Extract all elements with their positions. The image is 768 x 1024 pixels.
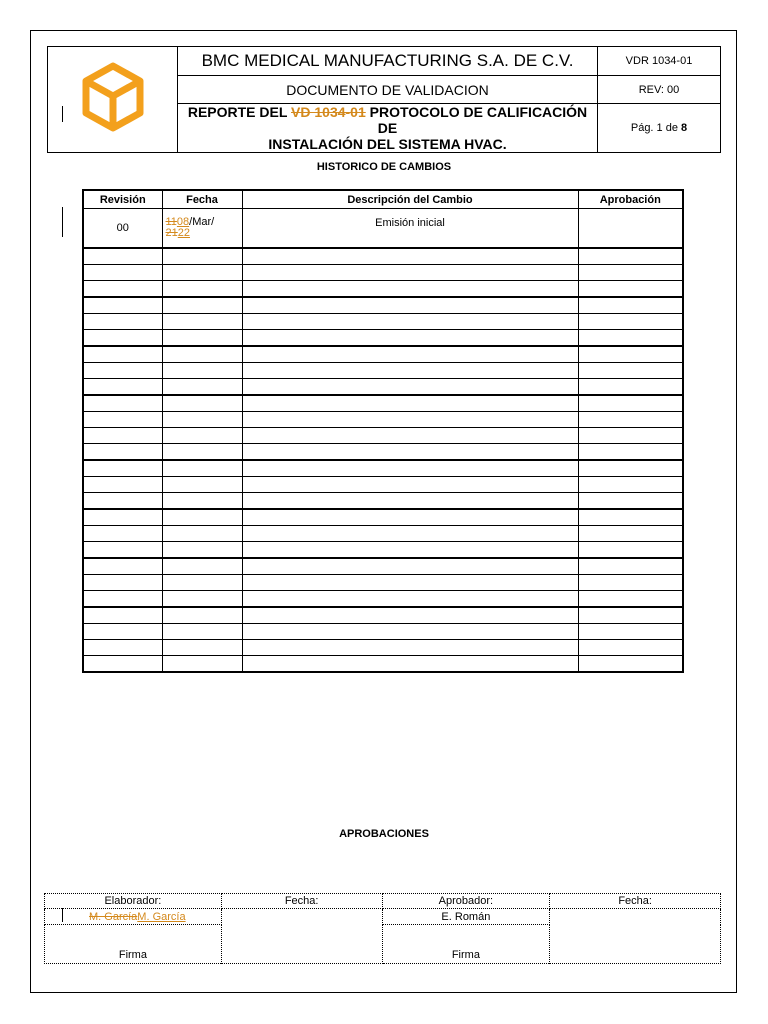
date-deleted-day: 11 xyxy=(165,216,177,228)
empty-cell xyxy=(578,444,683,461)
empty-cell xyxy=(83,379,162,396)
empty-cell xyxy=(83,656,162,673)
empty-cell xyxy=(578,542,683,559)
empty-cell xyxy=(83,477,162,493)
empty-cell xyxy=(242,640,578,656)
date-inserted-year: 22 xyxy=(177,227,190,239)
elaborador-label: Elaborador: xyxy=(45,894,222,909)
empty-cell xyxy=(162,460,242,477)
description-cell: Emisión inicial xyxy=(242,209,578,249)
empty-cell xyxy=(83,575,162,591)
table-row xyxy=(83,363,683,379)
document-type: DOCUMENTO DE VALIDACION xyxy=(178,76,598,104)
table-row xyxy=(83,314,683,330)
company-name: BMC MEDICAL MANUFACTURING S.A. DE C.V. xyxy=(178,47,598,76)
title-deleted-code: VD 1034-01 xyxy=(291,104,366,120)
table-row xyxy=(83,477,683,493)
empty-cell xyxy=(578,656,683,673)
table-row xyxy=(83,444,683,461)
empty-cell xyxy=(242,297,578,314)
empty-cell xyxy=(242,493,578,510)
empty-cell xyxy=(578,558,683,575)
table-row xyxy=(83,428,683,444)
empty-cell xyxy=(162,591,242,608)
empty-cell xyxy=(578,330,683,347)
empty-cell xyxy=(83,248,162,265)
empty-cell xyxy=(578,509,683,526)
title-suffix: PROTOCOLO DE CALIFICACIÓN DE xyxy=(365,104,588,136)
empty-cell xyxy=(162,477,242,493)
table-row xyxy=(83,379,683,396)
empty-cell xyxy=(162,265,242,281)
table-row xyxy=(83,209,683,249)
table-row xyxy=(83,248,683,265)
approval-cell xyxy=(578,209,683,249)
column-header-revision: Revisión xyxy=(83,190,162,209)
empty-cell xyxy=(242,542,578,559)
aprobador-name: E. Román xyxy=(382,909,550,925)
empty-cell xyxy=(242,281,578,298)
table-row xyxy=(83,460,683,477)
empty-cell xyxy=(578,575,683,591)
empty-cell xyxy=(242,477,578,493)
empty-cell xyxy=(162,379,242,396)
change-history-table xyxy=(82,189,684,673)
table-row xyxy=(83,281,683,298)
empty-cell xyxy=(242,379,578,396)
revision-cell: 00 xyxy=(83,209,162,249)
table-row xyxy=(83,542,683,559)
history-title: HISTORICO DE CAMBIOS xyxy=(316,161,452,173)
date-month: /Mar/ xyxy=(189,216,215,228)
empty-cell xyxy=(578,412,683,428)
empty-cell xyxy=(578,379,683,396)
aprobador-date-field xyxy=(550,909,721,964)
date-inserted-day: 08 xyxy=(176,216,190,228)
empty-cell xyxy=(578,624,683,640)
empty-cell xyxy=(578,265,683,281)
empty-cell xyxy=(578,640,683,656)
empty-cell xyxy=(83,558,162,575)
aprobador-label: Aprobador: xyxy=(382,894,550,909)
approvals-title: APROBACIONES xyxy=(339,828,429,840)
empty-cell xyxy=(162,330,242,347)
empty-cell xyxy=(83,542,162,559)
empty-cell xyxy=(242,395,578,412)
elaborador-name xyxy=(45,909,222,925)
empty-cell xyxy=(242,575,578,591)
page-number xyxy=(598,104,721,153)
empty-cell xyxy=(578,363,683,379)
empty-cell xyxy=(162,395,242,412)
aprobador-signature: Firma xyxy=(382,925,550,964)
table-row xyxy=(83,346,683,363)
empty-cell xyxy=(83,281,162,298)
empty-cell xyxy=(162,656,242,673)
empty-cell xyxy=(83,363,162,379)
empty-cell xyxy=(162,346,242,363)
empty-cell xyxy=(162,412,242,428)
empty-cell xyxy=(83,509,162,526)
date-cell xyxy=(162,209,242,249)
empty-cell xyxy=(242,444,578,461)
empty-cell xyxy=(162,493,242,510)
table-row xyxy=(83,265,683,281)
empty-cell xyxy=(162,314,242,330)
empty-cell xyxy=(162,526,242,542)
empty-cell xyxy=(83,346,162,363)
table-row xyxy=(83,412,683,428)
empty-cell xyxy=(578,428,683,444)
change-bar xyxy=(62,207,63,237)
table-row xyxy=(83,330,683,347)
empty-cell xyxy=(83,607,162,624)
empty-cell xyxy=(162,509,242,526)
empty-cell xyxy=(242,265,578,281)
empty-cell xyxy=(242,656,578,673)
table-row xyxy=(83,509,683,526)
empty-cell xyxy=(578,526,683,542)
table-row xyxy=(83,624,683,640)
approvals-table xyxy=(44,893,721,964)
empty-cell xyxy=(83,314,162,330)
empty-cell xyxy=(578,607,683,624)
column-header-date: Fecha xyxy=(162,190,242,209)
empty-cell xyxy=(162,297,242,314)
empty-cell xyxy=(83,624,162,640)
empty-cell xyxy=(242,248,578,265)
empty-cell xyxy=(83,395,162,412)
empty-cell xyxy=(578,460,683,477)
table-row xyxy=(83,640,683,656)
logo-cell xyxy=(48,47,178,153)
empty-cell xyxy=(578,248,683,265)
table-row xyxy=(83,591,683,608)
empty-cell xyxy=(83,460,162,477)
revision-number: REV: 00 xyxy=(598,76,721,104)
table-row xyxy=(83,607,683,624)
empty-cell xyxy=(162,607,242,624)
document-header xyxy=(47,46,721,153)
fecha-label: Fecha: xyxy=(550,894,721,909)
column-header-description: Descripción del Cambio xyxy=(242,190,578,209)
table-row xyxy=(83,656,683,673)
elaborador-inserted-name: M. García xyxy=(137,910,186,923)
empty-cell xyxy=(162,624,242,640)
empty-cell xyxy=(578,346,683,363)
empty-cell xyxy=(83,412,162,428)
empty-cell xyxy=(83,526,162,542)
empty-cell xyxy=(83,428,162,444)
empty-cell xyxy=(83,444,162,461)
empty-cell xyxy=(162,363,242,379)
empty-cell xyxy=(242,624,578,640)
empty-cell xyxy=(242,558,578,575)
empty-cell xyxy=(162,542,242,559)
empty-cell xyxy=(242,330,578,347)
empty-cell xyxy=(578,477,683,493)
empty-cell xyxy=(242,591,578,608)
title-line-2: INSTALACIÓN DEL SISTEMA HVAC. xyxy=(268,136,507,152)
page-total: 8 xyxy=(681,122,688,134)
empty-cell xyxy=(83,265,162,281)
empty-cell xyxy=(83,330,162,347)
table-row xyxy=(83,575,683,591)
elaborador-signature: Firma xyxy=(45,925,222,964)
empty-cell xyxy=(162,248,242,265)
cube-logo-icon xyxy=(81,62,145,132)
empty-cell xyxy=(242,314,578,330)
change-bar xyxy=(62,106,63,122)
empty-cell xyxy=(83,493,162,510)
title-prefix: REPORTE DEL xyxy=(187,104,292,120)
table-row xyxy=(83,526,683,542)
empty-cell xyxy=(83,640,162,656)
empty-cell xyxy=(242,526,578,542)
empty-cell xyxy=(162,558,242,575)
table-row xyxy=(83,493,683,510)
empty-cell xyxy=(162,640,242,656)
column-header-approval: Aprobación xyxy=(578,190,683,209)
empty-cell xyxy=(162,428,242,444)
empty-cell xyxy=(242,460,578,477)
empty-cell xyxy=(83,297,162,314)
table-row xyxy=(83,558,683,575)
elaborador-date-field xyxy=(221,909,382,964)
empty-cell xyxy=(242,363,578,379)
fecha-label: Fecha: xyxy=(221,894,382,909)
elaborador-deleted-name: M. García xyxy=(89,910,138,923)
empty-cell xyxy=(578,395,683,412)
empty-cell xyxy=(162,281,242,298)
page-prefix: Pág. 1 de xyxy=(630,122,682,134)
empty-cell xyxy=(578,314,683,330)
table-row xyxy=(83,395,683,412)
table-row xyxy=(83,297,683,314)
document-title xyxy=(178,104,598,153)
empty-cell xyxy=(242,428,578,444)
document-code: VDR 1034-01 xyxy=(598,47,721,76)
empty-cell xyxy=(242,607,578,624)
empty-cell xyxy=(83,591,162,608)
empty-cell xyxy=(578,493,683,510)
empty-cell xyxy=(242,509,578,526)
empty-cell xyxy=(162,444,242,461)
empty-cell xyxy=(578,281,683,298)
empty-cell xyxy=(162,575,242,591)
empty-cell xyxy=(242,346,578,363)
empty-cell xyxy=(242,412,578,428)
empty-cell xyxy=(578,591,683,608)
empty-cell xyxy=(578,297,683,314)
date-deleted-year: 21 xyxy=(165,227,178,239)
